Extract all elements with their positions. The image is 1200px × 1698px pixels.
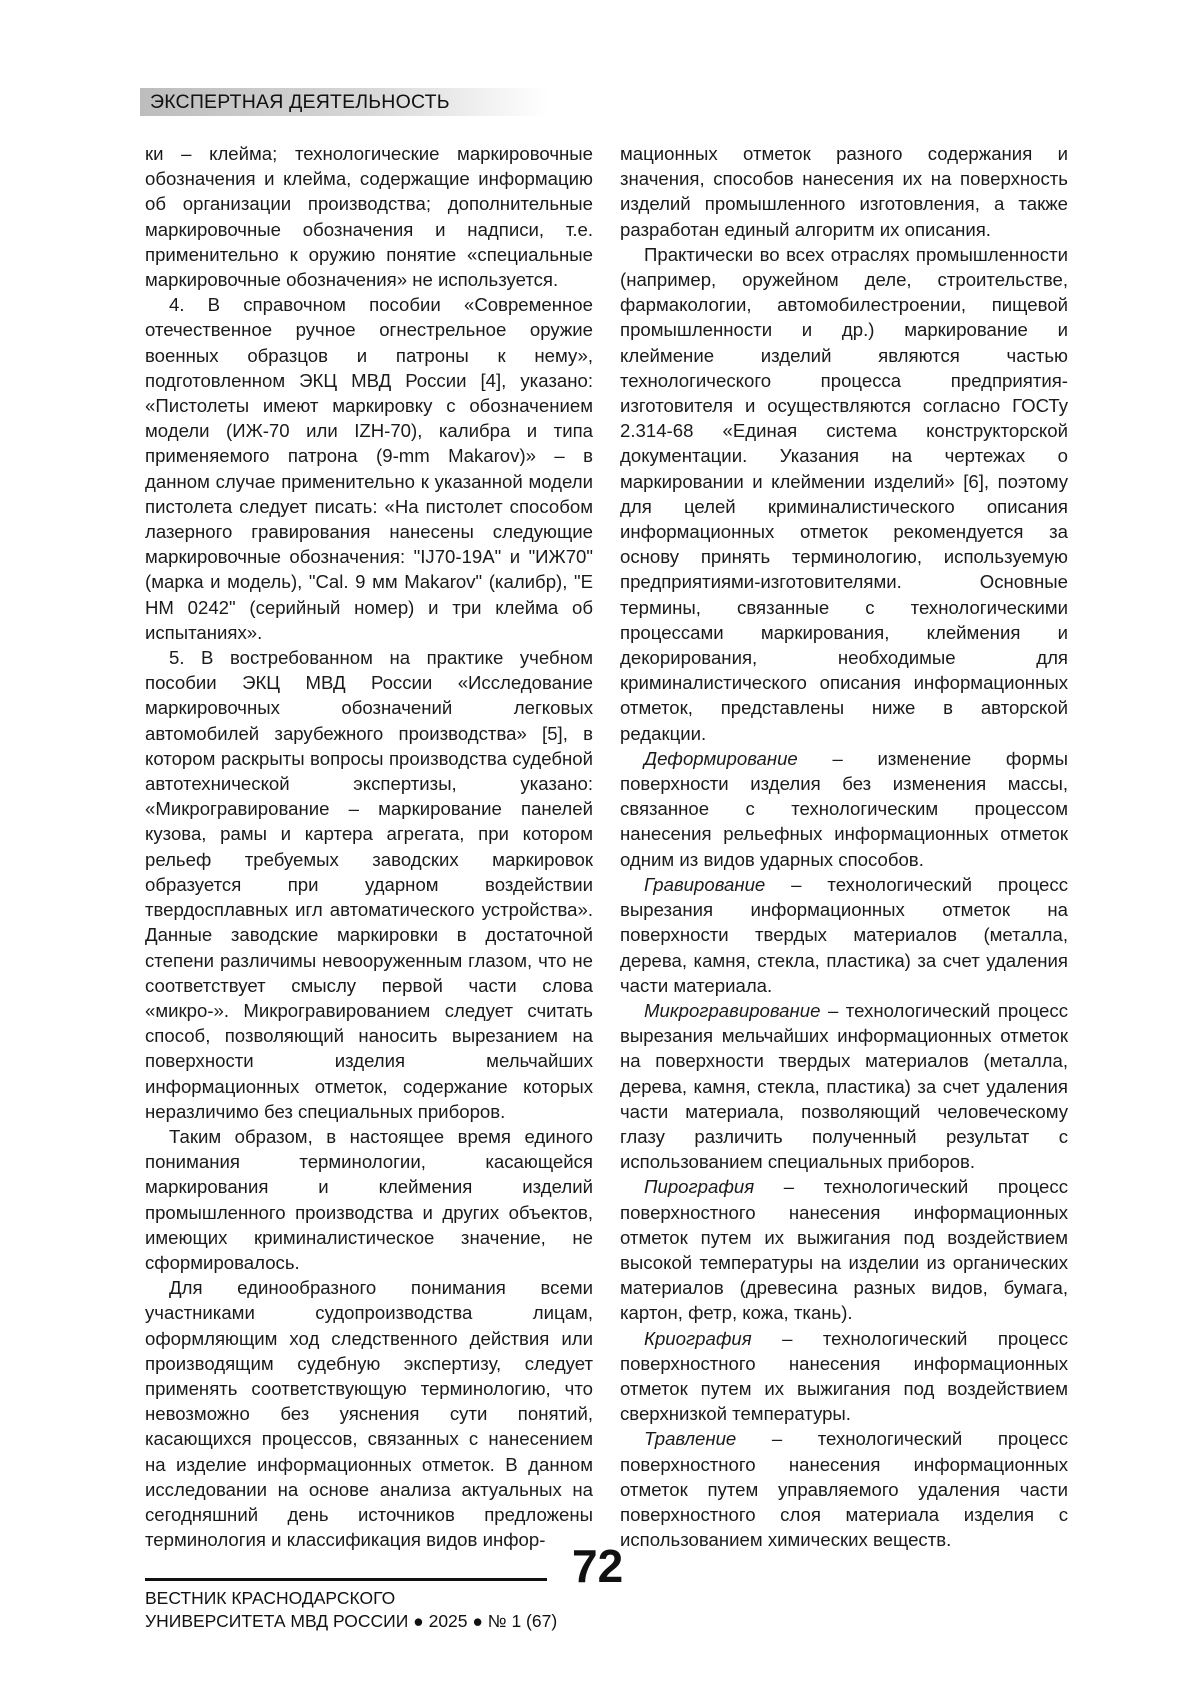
definition-paragraph bbox=[620, 1326, 1068, 1427]
definition-paragraph bbox=[620, 998, 1068, 1174]
paragraph: Практически во всех отраслях промышленности (например, оружейном деле, строительстве, фармакологии, автомобилестроении, пищевой промышленности и др.) маркирование и клеймение изделий являются частью технологического процесса предприятия-изготовителя и осуществляются согласно ГОСТу 2.314-68 «Единая система конструкторской документации. Указания на чертежах о маркировании и клеймении изделий» [6], поэтому для целей криминалистического описания информационных отметок рекомендуется за основу принять терминологию, используемую предприятиями-изготовителями. Основные термины, связанные с технологическими процессами маркирования, клеймения и декорирования, необходимые для криминалистического описания информационных отметок, представлены ниже в авторской редакции. bbox=[620, 243, 1068, 744]
paragraph: Таким образом, в настоящее время единого понимания терминологии, касающейся маркирования и клеймения изделий промышленного производства и других объектов, имеющих криминалистическое значение, не сформировалось. bbox=[145, 1125, 593, 1273]
right-column bbox=[620, 141, 1068, 1552]
definition-paragraph bbox=[620, 1174, 1068, 1325]
definition-term: Криография bbox=[644, 1327, 752, 1349]
definition-paragraph bbox=[620, 1426, 1068, 1552]
paragraph: 5. В востребованном на практике учебном пособии ЭКЦ МВД России «Исследование маркировочных обозначений легковых автомобилей зарубежного производства» [5], в котором раскрыты вопросы производства судебной автотехнической экспертизы, указано: «Микрогравирование – маркирование панелей кузова, рамы и картера агрегата, при котором рельеф требуемых заводских маркировок образуется при ударном воздействии твердосплавных игл автоматического устройства». Данные заводские маркировки в достаточной степени различимы невооруженным глазом, что не соответствует смыслу первой части слова «микро-». Микрогравированием следует считать способ, позволяющий наносить вырезанием на поверхности изделия мельчайших информационных отметок, содержание которых неразличимо без специальных приборов. bbox=[145, 647, 593, 1122]
definition-text: – технологический процесс поверхностного нанесения информационных отметок путем их выжигания под воздействием высокой температуры на изделии из органических материалов (древесина разных видов, бумага, картон, фетр, кожа, ткань). bbox=[620, 1176, 1068, 1324]
definition-text: – изменение формы поверхности изделия без изменения массы, связанное с технологическим процессом нанесения рельефных информационных отметок одним из видов ударных способов. bbox=[620, 747, 1068, 870]
paragraph: ки – клейма; технологические маркировочные обозначения и клейма, содержащие информацию об организации производства; дополнительные маркировочные обозначения и надписи, т.е. применительно к оружию понятие «специальные маркировочные обозначения» не используется. bbox=[145, 143, 593, 291]
paragraph: мационных отметок разного содержания и значения, способов нанесения их на поверхность изделий промышленного изготовления, а также разработан единый алгоритм их описания. bbox=[620, 143, 1068, 240]
left-column bbox=[145, 141, 593, 1552]
definition-text: – технологический процесс вырезания мельчайших информационных отметок на поверхности твердых материалов (металла, дерева, камня, стекла, пластика) за счет удаления части материала, позволяющий человеческому глазу различить полученный результат с использованием специальных приборов. bbox=[620, 999, 1068, 1173]
definition-term: Деформирование bbox=[644, 747, 798, 769]
definition-text: – технологический процесс поверхностного нанесения информационных отметок путем их выжигания под воздействием сверхнизкой температуры. bbox=[620, 1327, 1068, 1425]
definition-paragraph bbox=[620, 746, 1068, 872]
definition-paragraph bbox=[620, 872, 1068, 998]
footer-divider bbox=[145, 1578, 547, 1581]
paragraph: Для единообразного понимания всеми участниками судопроизводства лицам, оформляющим ход следственного действия или производящим судебную экспертизу, следует применять соответствующую терминологию, что невозможно без уяснения сути понятий, касающихся процессов, связанных с нанесением на изделие информационных отметок. В данном исследовании на основе анализа актуальных на сегодняшний день источников предложены терминология и классификация видов инфор- bbox=[145, 1277, 593, 1551]
definition-term: Пирография bbox=[644, 1176, 755, 1198]
journal-title-line: ВЕСТНИК КРАСНОДАРСКОГО bbox=[145, 1588, 396, 1608]
definition-text: – технологический процесс вырезания информационных отметок на поверхности твердых материалов (металла, дерева, камня, стекла, пластика) за счет удаления части материала. bbox=[620, 873, 1068, 996]
page-number: 72 bbox=[572, 1540, 624, 1592]
definition-term: Гравирование bbox=[644, 873, 766, 895]
definition-text: – технологический процесс поверхностного нанесения информационных отметок путем управляемого удаления части поверхностного слоя материала изделия с использованием химических веществ. bbox=[620, 1428, 1068, 1551]
definition-term: Травление bbox=[644, 1428, 737, 1450]
journal-title bbox=[145, 1587, 557, 1633]
section-header: ЭКСПЕРТНАЯ ДЕЯТЕЛЬНОСТЬ bbox=[150, 91, 450, 113]
definition-term: Микрогравирование bbox=[644, 999, 821, 1021]
journal-title-line: УНИВЕРСИТЕТА МВД РОССИИ ● 2025 ● № 1 (67) bbox=[145, 1611, 558, 1631]
paragraph: 4. В справочном пособии «Современное отечественное ручное огнестрельное оружие военных образцов и патроны к нему», подготовленном ЭКЦ МВД России [4], указано: «Пистолеты имеют маркировку с обозначением модели (ИЖ-70 или IZH-70), калибра и типа применяемого патрона (9-mm Makarov)» – в данном случае применительно к указанной модели пистолета следует писать: «На пистолет способом лазерного гравирования нанесены следующие маркировочные обозначения: "IJ70-19A" и "ИЖ70" (марка и модель), "Cal. 9 мм Makarov" (калибр), "E HM 0242" (серийный номер) и три клейма об испытаниях». bbox=[145, 294, 593, 643]
